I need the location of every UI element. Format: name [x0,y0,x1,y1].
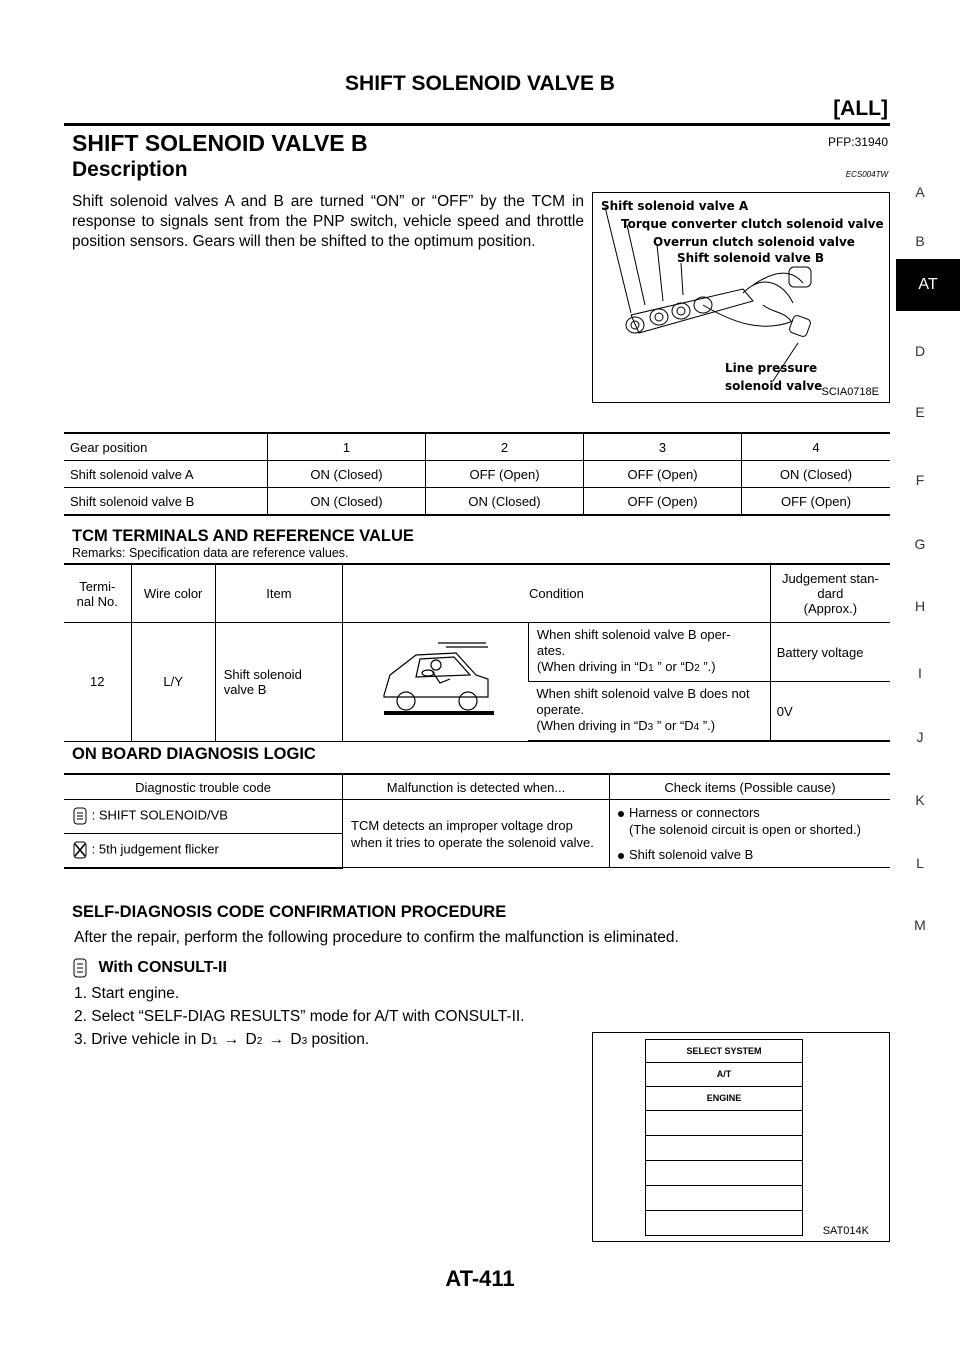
consult-icon [72,807,88,825]
part-number: PFP:31940 [827,135,888,149]
table-cell [215,623,342,742]
table-cell: Battery voltage [770,623,890,682]
label-ssv-a: Shift solenoid valve A [601,199,749,213]
cell-line: when it tries to operate the solenoid valve. [351,834,594,850]
table-header-row [64,433,890,461]
select-system-title: SELECT SYSTEM [646,1040,802,1063]
text-run: ”.) [699,718,716,733]
table-row [64,488,890,516]
figure-id: SAT014K [822,1225,869,1237]
select-system-empty-row [646,1186,802,1211]
description-text: Shift solenoid valves A and B are turned “ON” or “OFF” by the TCM in response to signals sent from the PNP switch, vehicle speed and throttle position sensors. Gears will then be shifted to the optimum position. [72,193,584,250]
page-header-scope: [ALL] [833,97,888,120]
table-cell: 4 [742,433,891,461]
text-run: 3. Drive vehicle in D [74,1031,212,1048]
select-system-empty-row [646,1136,802,1161]
table-header: Malfunction is detected when... [343,774,610,800]
subscript: 2 [256,1036,263,1047]
side-index-d: D [914,343,926,359]
table-cell: ON (Closed) [268,488,426,516]
header-line: nal No. [76,593,118,609]
table-header: Diagnostic trouble code [64,774,343,800]
gear-solenoid-table [64,432,890,516]
obd-table [64,773,890,869]
header-line: (Approx.) [803,601,858,616]
table-cell: Shift solenoid valve A [64,461,268,488]
subscript: 2 [694,663,700,674]
table-header: Check items (Possible cause) [610,774,891,800]
cell-line [537,659,762,677]
bullet-icon [618,811,624,817]
side-index-f: F [915,472,925,488]
header-line: dard [817,586,844,601]
table-cell [64,833,343,867]
header-rule [64,123,890,126]
cell-line: When shift solenoid valve B oper- [536,627,731,642]
cell-line: When shift solenoid valve B does not [536,686,750,701]
selfdiag-intro: After the repair, perform the following procedure to confirm the malfunction is eliminated. [74,929,679,946]
side-index-a: A [915,184,925,200]
check-item [618,804,882,821]
step-1: 1. Start engine. [74,985,180,1002]
label-line-pressure-1: Line pressure [725,361,818,375]
text-run: D [241,1031,257,1048]
table-header [770,564,890,623]
table-cell: OFF (Open) [584,488,742,516]
cell-line: Shift solenoid [223,666,302,682]
label-ssv-b: Shift solenoid valve B [677,251,825,265]
subscript: 1 [648,663,654,674]
text-run: position. [307,1031,370,1048]
side-index-at-active: AT [896,259,960,311]
table-cell: ON (Closed) [426,488,584,516]
driving-car-icon [376,635,496,725]
table-cell: Gear position [64,433,268,461]
step-2: 2. Select “SELF-DIAG RESULTS” mode for A/T with CONSULT-II. [74,1008,525,1025]
subscript: 1 [211,1036,218,1047]
subscript: 4 [693,722,700,733]
tcm-heading: TCM TERMINALS AND REFERENCE VALUE [72,527,414,545]
arrow-icon: → [223,1031,240,1048]
tcm-remarks: Remarks: Specification data are reference values. [72,546,349,560]
table-header-row [64,774,890,800]
side-index-k: K [915,792,925,808]
table-cell [64,800,343,834]
table-row [64,800,890,834]
table-row [64,623,890,682]
table-cell: ON (Closed) [268,461,426,488]
no-tools-icon [72,841,88,859]
header-line: Termi- [79,578,116,594]
text-run: ” or “D [653,659,695,674]
dtc-flicker-text: : 5th judgement flicker [91,841,219,857]
check-text: Shift solenoid valve B [629,847,754,862]
bullet-icon [618,853,624,859]
table-cell: ON (Closed) [742,461,891,488]
table-header: Condition [343,564,771,623]
page-number: AT-411 [445,1266,515,1291]
table-cell [343,800,610,868]
cell-line [536,718,761,736]
figure-id: SCIA0718E [821,386,879,398]
step-3 [74,1030,369,1052]
label-overrun: Overrun clutch solenoid valve [653,235,855,249]
select-system-at: A/T [646,1063,802,1087]
tcm-table [64,563,890,742]
table-cell: 3 [584,433,742,461]
side-index-h: H [914,598,926,614]
text-run: ”.) [699,659,716,674]
select-system-empty-row [646,1111,802,1136]
table-header: Wire color [131,564,215,623]
header-line: Judgement stan- [781,571,879,586]
table-cell [528,623,770,682]
table-header [64,564,131,623]
obd-heading: ON BOARD DIAGNOSIS LOGIC [72,745,316,763]
table-cell: 1 [268,433,426,461]
table-header: Item [215,564,342,623]
check-text: Harness or connectors [629,805,760,820]
description-heading: Description [72,158,188,181]
solenoid-figure [592,192,890,403]
table-cell: 12 [64,623,131,742]
select-system-table [645,1039,803,1236]
selfdiag-heading: SELF-DIAGNOSIS CODE CONFIRMATION PROCEDURE [72,903,507,921]
page-header-title: SHIFT SOLENOID VALVE B [345,72,615,95]
table-cell: OFF (Open) [426,461,584,488]
table-header-row [64,564,890,623]
consult-icon [72,958,88,978]
consult-label: With CONSULT-II [98,959,227,977]
cell-line: valve B [223,681,267,697]
text-run: (When driving in “D [536,659,649,674]
check-item-cont: (The solenoid circuit is open or shorted.) [629,822,861,837]
side-index-m: M [914,917,926,933]
table-row [64,461,890,488]
cell-line: TCM detects an improper voltage drop [351,817,573,833]
select-system-empty-row [646,1211,802,1235]
side-index-l: L [916,855,924,871]
table-cell [343,623,529,742]
text-run: (When driving in “D [536,718,648,733]
dtc-consult-text: : SHIFT SOLENOID/VB [91,807,228,823]
table-cell: L/Y [131,623,215,742]
table-cell: OFF (Open) [742,488,891,516]
check-item [618,846,882,863]
table-cell: OFF (Open) [584,461,742,488]
subscript: 3 [301,1036,308,1047]
side-index-e: E [915,404,925,420]
section-code: ECS004TW [845,170,888,179]
table-cell: 0V [770,682,890,742]
arrow-icon: → [268,1031,285,1048]
side-index-g: G [914,536,926,552]
side-index-i: I [918,665,922,681]
cell-line: operate. [536,702,585,717]
select-system-engine: ENGINE [646,1087,802,1111]
side-index-j: J [916,729,924,745]
subscript: 3 [647,722,654,733]
table-cell: Shift solenoid valve B [64,488,268,516]
table-cell [610,800,891,868]
consult-line [72,958,227,978]
label-tcc: Torque converter clutch solenoid valve [621,217,884,231]
select-system-empty-row [646,1161,802,1186]
text-run: ” or “D [653,718,694,733]
table-cell [528,682,770,742]
section-title: SHIFT SOLENOID VALVE B [72,130,368,156]
text-run: D [286,1031,302,1048]
label-line-pressure-2: solenoid valve [725,379,823,393]
table-cell: 2 [426,433,584,461]
cell-line: ates. [536,643,566,658]
select-system-figure [592,1032,890,1242]
side-index-b: B [915,233,925,249]
